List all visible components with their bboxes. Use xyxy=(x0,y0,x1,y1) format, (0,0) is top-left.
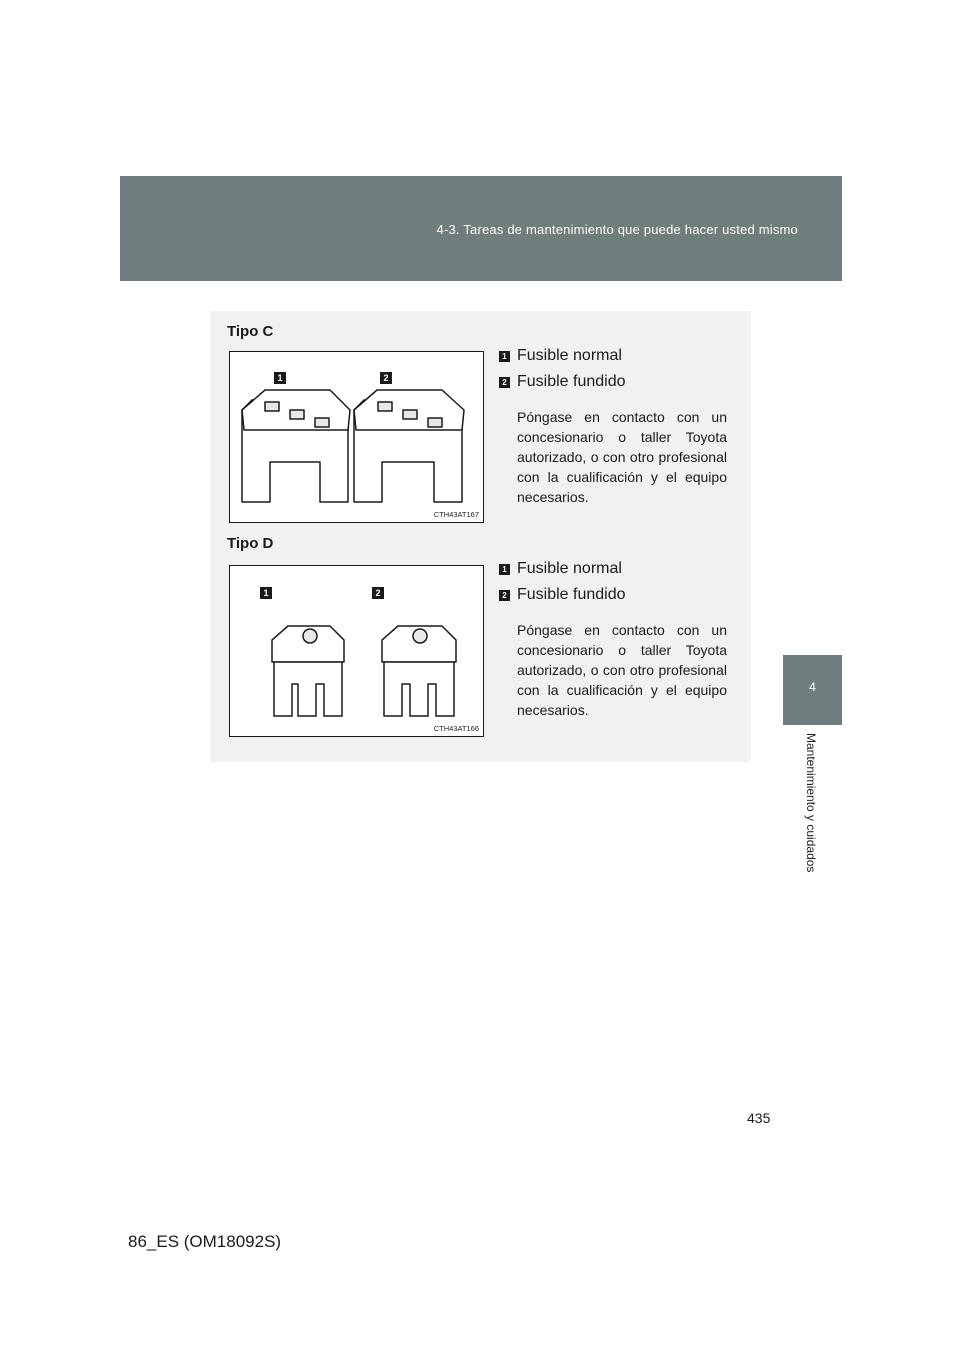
legend-label: Fusible fundido xyxy=(517,373,626,390)
legend-item xyxy=(499,560,729,586)
content-panel xyxy=(210,311,751,762)
page-number: 435 xyxy=(747,1110,771,1126)
page-header xyxy=(120,176,842,281)
fuse-1-slot-a xyxy=(265,402,279,411)
chapter-number: 4 xyxy=(809,680,816,694)
chapter-tab xyxy=(783,655,842,725)
section-title-tipo-c: Tipo C xyxy=(227,323,274,340)
figure-code: CTH43AT166 xyxy=(433,724,479,733)
figure-tipo-d xyxy=(229,565,484,737)
figure-badge-1: 1 xyxy=(274,372,286,384)
chapter-label-text: Mantenimiento y cuidados xyxy=(804,733,818,873)
legend-label: Fusible normal xyxy=(517,560,622,577)
fuse-block-illustration xyxy=(230,566,483,736)
legend-item xyxy=(499,347,729,373)
fuse-2-slot-a xyxy=(378,402,392,411)
chapter-label xyxy=(804,733,824,913)
legend-badge: 1 xyxy=(499,351,510,362)
note-text: Póngase en contacto con un concesionario o taller Toyota autorizado, o con otro profesional con la cualificación y el equipo necesarios. xyxy=(517,622,727,718)
legend-item xyxy=(499,373,729,399)
figure-badge-2: 2 xyxy=(372,587,384,599)
legend-label: Fusible normal xyxy=(517,347,622,364)
fuse-2-slot-b xyxy=(403,410,417,419)
breadcrumb: 4-3. Tareas de mantenimiento que puede hacer usted mismo xyxy=(436,222,798,237)
fuse-cartridge-illustration xyxy=(230,352,483,522)
legend-label: Fusible fundido xyxy=(517,586,626,603)
fuse-1-legs xyxy=(274,662,342,716)
section-title-tipo-d: Tipo D xyxy=(227,535,274,552)
figure-badge-2: 2 xyxy=(380,372,392,384)
fuse-2-slot-c xyxy=(428,418,442,427)
footer-code: 86_ES (OM18092S) xyxy=(128,1232,282,1251)
fuse-2-legs xyxy=(384,662,454,716)
legend-badge: 1 xyxy=(499,564,510,575)
fuse-1-slot-c xyxy=(315,418,329,427)
figure-tipo-c xyxy=(229,351,484,523)
legend-badge: 2 xyxy=(499,590,510,601)
figure-badge-1: 1 xyxy=(260,587,272,599)
fuse-1-window xyxy=(303,629,317,643)
fuse-2-window xyxy=(413,629,427,643)
fuse-1-slot-b xyxy=(290,410,304,419)
legend-tipo-c xyxy=(499,347,729,507)
note-text: Póngase en contacto con un concesionario o taller Toyota autorizado, o con otro profesional con la cualificación y el equipo necesarios. xyxy=(517,409,727,505)
legend-item xyxy=(499,586,729,612)
legend-badge: 2 xyxy=(499,377,510,388)
legend-tipo-d xyxy=(499,560,729,720)
figure-code: CTH43AT167 xyxy=(433,510,479,519)
